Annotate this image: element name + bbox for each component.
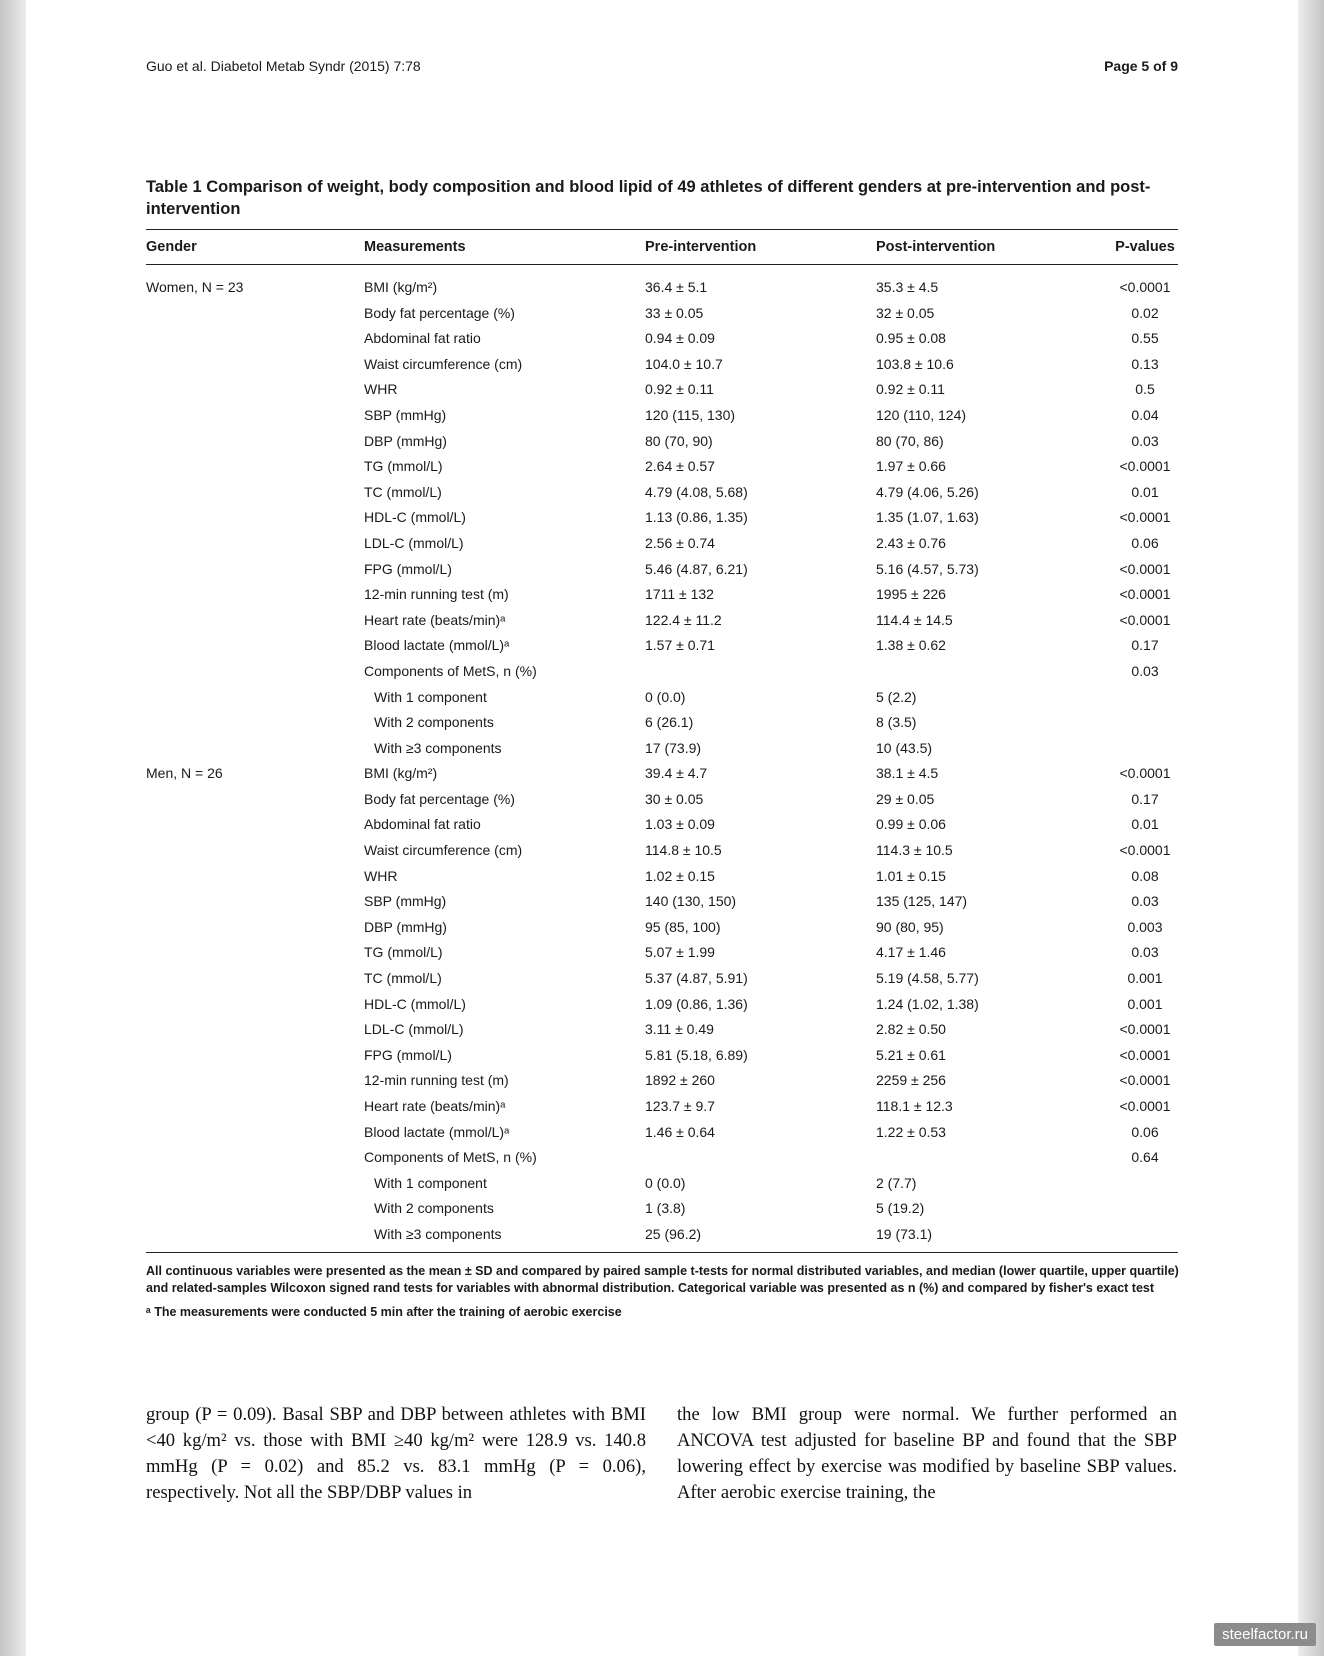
page-number: Page 5 of 9 (1104, 58, 1178, 74)
cell-measurement: WHR (364, 867, 398, 884)
table-row (146, 301, 1178, 327)
cell-measurement: Heart rate (beats/min)ᵃ (364, 611, 506, 628)
table-header-row (146, 230, 1178, 264)
cell-p-value: 0.003 (1127, 918, 1163, 935)
cell-post-intervention: 120 (110, 124) (876, 406, 967, 423)
cell-post-intervention: 2 (7.7) (876, 1174, 917, 1191)
cell-post-intervention: 0.92 ± 0.11 (876, 381, 945, 398)
cell-post-intervention: 90 (80, 95) (876, 918, 944, 935)
table-row (146, 403, 1178, 429)
cell-measurement: SBP (mmHg) (364, 406, 447, 423)
cell-pre-intervention: 1892 ± 260 (645, 1072, 715, 1089)
cell-post-intervention: 80 (70, 86) (876, 432, 944, 449)
cell-p-value: <0.0001 (1119, 458, 1171, 475)
table-body (146, 265, 1178, 1252)
cell-measurement: Abdominal fat ratio (364, 816, 481, 833)
cell-post-intervention: 2.43 ± 0.76 (876, 534, 946, 551)
cell-measurement: Abdominal fat ratio (364, 330, 481, 347)
cell-pre-intervention: 1.09 (0.86, 1.36) (645, 995, 748, 1012)
cell-pre-intervention: 33 ± 0.05 (645, 304, 704, 321)
cell-measurement: Body fat percentage (%) (364, 304, 515, 321)
table-row (146, 736, 1178, 762)
cell-p-value: <0.0001 (1119, 842, 1171, 859)
cell-measurement: With 2 components (374, 1200, 494, 1217)
cell-measurement: LDL-C (mmol/L) (364, 534, 464, 551)
table-footnotes (146, 1263, 1182, 1328)
cell-measurement: Waist circumference (cm) (364, 842, 523, 859)
cell-p-value: 0.01 (1131, 816, 1159, 833)
watermark: steelfactor.ru (1214, 1623, 1316, 1646)
cell-measurement: Blood lactate (mmol/L)ᵃ (364, 637, 510, 654)
cell-post-intervention: 8 (3.5) (876, 714, 917, 731)
table-row (146, 1094, 1178, 1120)
cell-p-value: <0.0001 (1119, 765, 1171, 782)
cell-pre-intervention: 1.03 ± 0.09 (645, 816, 715, 833)
cell-post-intervention: 5.19 (4.58, 5.77) (876, 970, 979, 987)
cell-p-value: <0.0001 (1119, 1046, 1171, 1063)
cell-pre-intervention: 114.8 ± 10.5 (645, 842, 722, 859)
cell-pre-intervention: 1.46 ± 0.64 (645, 1123, 715, 1140)
cell-measurement: With 2 components (374, 714, 494, 731)
page-frame-right (1298, 0, 1324, 1656)
table-row (146, 659, 1178, 685)
cell-pre-intervention: 123.7 ± 9.7 (645, 1098, 715, 1114)
cell-pre-intervention: 5.81 (5.18, 6.89) (645, 1046, 748, 1063)
page-frame-left (0, 0, 26, 1656)
cell-p-value: <0.0001 (1119, 1072, 1171, 1089)
cell-measurement: TC (mmol/L) (364, 970, 442, 987)
table-row (146, 710, 1178, 736)
cell-gender: Women, N = 23 (146, 279, 244, 295)
cell-measurement: TC (mmol/L) (364, 483, 442, 500)
cell-measurement: 12-min running test (m) (364, 1072, 509, 1089)
table-row (146, 685, 1178, 711)
table-row (146, 531, 1178, 557)
cell-p-value: 0.03 (1131, 944, 1159, 961)
cell-p-value: <0.0001 (1119, 560, 1171, 577)
header-p-values: P-values (1115, 239, 1175, 255)
cell-pre-intervention: 30 ± 0.05 (645, 790, 704, 807)
cell-measurement: Blood lactate (mmol/L)ᵃ (364, 1123, 510, 1140)
table-row (146, 1017, 1178, 1043)
cell-pre-intervention: 1.02 ± 0.15 (645, 867, 715, 884)
table-caption: Table 1 Comparison of weight, body composition and blood lipid of 49 athletes of different genders at pre-intervention and post-intervention (146, 178, 1151, 218)
cell-pre-intervention: 95 (85, 100) (645, 918, 721, 935)
cell-post-intervention: 1995 ± 226 (876, 586, 946, 603)
cell-post-intervention: 0.95 ± 0.08 (876, 330, 946, 347)
table-row (146, 557, 1178, 583)
table-row (146, 1196, 1178, 1222)
cell-pre-intervention: 122.4 ± 11.2 (645, 611, 722, 628)
cell-post-intervention: 114.3 ± 10.5 (876, 842, 953, 859)
cell-gender: Men, N = 26 (146, 765, 223, 782)
cell-measurement: Heart rate (beats/min)ᵃ (364, 1098, 506, 1114)
table-row (146, 1171, 1178, 1197)
table-row (146, 761, 1178, 787)
cell-measurement: With 1 component (374, 1174, 487, 1191)
table-row (146, 992, 1178, 1018)
cell-measurement: HDL-C (mmol/L) (364, 995, 466, 1012)
table-row (146, 787, 1178, 813)
cell-pre-intervention: 1 (3.8) (645, 1200, 686, 1217)
table-row (146, 582, 1178, 608)
table-row (146, 838, 1178, 864)
cell-pre-intervention: 80 (70, 90) (645, 432, 713, 449)
cell-post-intervention: 10 (43.5) (876, 739, 933, 756)
cell-p-value: 0.03 (1131, 893, 1159, 910)
table-row (146, 505, 1178, 531)
cell-measurement: Waist circumference (cm) (364, 355, 523, 372)
cell-p-value: <0.0001 (1119, 1098, 1171, 1114)
table-row (146, 1043, 1178, 1069)
cell-measurement: Components of MetS, n (%) (364, 662, 537, 679)
cell-pre-intervention: 2.64 ± 0.57 (645, 458, 715, 475)
footnote-a: ᵃ The measurements were conducted 5 min after the training of aerobic exercise (146, 1305, 622, 1319)
footnote-methods: All continuous variables were presented as the mean ± SD and compared by paired sample t-tests for normal distributed variables, and median (lower quartile, upper quartile) and related-samples Wilcoxon signed rand tests for variables with abnormal distribution. Categorical variable was presented as n (%) and compared by fisher's exact test (146, 1264, 1179, 1295)
header-pre-intervention: Pre-intervention (645, 239, 757, 255)
cell-pre-intervention: 4.79 (4.08, 5.68) (645, 483, 748, 500)
cell-pre-intervention: 3.11 ± 0.49 (645, 1021, 714, 1038)
cell-pre-intervention: 0.92 ± 0.11 (645, 381, 714, 398)
cell-post-intervention: 114.4 ± 14.5 (876, 611, 953, 628)
cell-post-intervention: 4.17 ± 1.46 (876, 944, 946, 961)
cell-post-intervention: 5.21 ± 0.61 (876, 1046, 946, 1063)
cell-p-value: 0.55 (1131, 330, 1159, 347)
cell-p-value: 0.001 (1127, 970, 1163, 987)
cell-post-intervention: 4.79 (4.06, 5.26) (876, 483, 979, 500)
cell-post-intervention: 1.01 ± 0.15 (876, 867, 946, 884)
cell-pre-intervention: 0.94 ± 0.09 (645, 330, 715, 347)
cell-measurement: FPG (mmol/L) (364, 560, 452, 577)
table-row (146, 454, 1178, 480)
cell-pre-intervention: 5.37 (4.87, 5.91) (645, 970, 748, 987)
table-bottom-rule (146, 1252, 1178, 1253)
cell-p-value: 0.03 (1131, 662, 1159, 679)
cell-measurement: BMI (kg/m²) (364, 279, 438, 295)
table-row (146, 352, 1178, 378)
cell-p-value: 0.02 (1131, 304, 1159, 321)
cell-p-value: 0.04 (1131, 406, 1159, 423)
cell-p-value: <0.0001 (1119, 509, 1171, 526)
table-row (146, 1222, 1178, 1248)
cell-post-intervention: 5 (2.2) (876, 688, 917, 705)
cell-pre-intervention: 6 (26.1) (645, 714, 694, 731)
cell-pre-intervention: 1.57 ± 0.71 (645, 637, 715, 654)
table-row (146, 275, 1178, 301)
cell-pre-intervention: 25 (96.2) (645, 1225, 702, 1242)
cell-post-intervention: 19 (73.1) (876, 1225, 933, 1242)
cell-post-intervention: 32 ± 0.05 (876, 304, 935, 321)
cell-measurement: With ≥3 components (374, 739, 502, 756)
cell-p-value: <0.0001 (1119, 1021, 1171, 1038)
cell-pre-intervention: 2.56 ± 0.74 (645, 534, 715, 551)
cell-pre-intervention: 140 (130, 150) (645, 893, 737, 910)
cell-measurement: BMI (kg/m²) (364, 765, 438, 782)
cell-pre-intervention: 104.0 ± 10.7 (645, 355, 723, 372)
table-row (146, 1120, 1178, 1146)
cell-pre-intervention: 120 (115, 130) (645, 406, 736, 423)
cell-post-intervention: 118.1 ± 12.3 (876, 1098, 953, 1114)
cell-post-intervention: 2.82 ± 0.50 (876, 1021, 946, 1038)
cell-measurement: With 1 component (374, 688, 487, 705)
running-header (146, 58, 1178, 80)
cell-post-intervention: 135 (125, 147) (876, 893, 968, 910)
cell-measurement: DBP (mmHg) (364, 432, 447, 449)
cell-p-value: 0.64 (1131, 1149, 1159, 1166)
cell-post-intervention: 1.38 ± 0.62 (876, 637, 946, 654)
table-row (146, 326, 1178, 352)
table-row (146, 915, 1178, 941)
table-row (146, 1068, 1178, 1094)
cell-p-value: 0.13 (1131, 355, 1159, 372)
cell-pre-intervention: 5.07 ± 1.99 (645, 944, 715, 961)
cell-measurement: DBP (mmHg) (364, 918, 447, 935)
cell-post-intervention: 5.16 (4.57, 5.73) (876, 560, 979, 577)
cell-p-value: 0.001 (1127, 995, 1163, 1012)
cell-post-intervention: 38.1 ± 4.5 (876, 765, 939, 782)
cell-post-intervention: 1.97 ± 0.66 (876, 458, 946, 475)
body-text-left-column: group (P = 0.09). Basal SBP and DBP between athletes with BMI <40 kg/m² vs. those with BMI ≥40 kg/m² were 128.9 vs. 140.8 mmHg (P = 0.02) and 85.2 vs. 83.1 mmHg (P = 0.06), respectively. Not all the SBP/DBP values in (146, 1404, 646, 1503)
cell-post-intervention: 1.35 (1.07, 1.63) (876, 509, 979, 526)
table-row (146, 377, 1178, 403)
cell-p-value: 0.03 (1131, 432, 1159, 449)
cell-post-intervention: 1.22 ± 0.53 (876, 1123, 946, 1140)
cell-measurement: 12-min running test (m) (364, 586, 509, 603)
cell-measurement: With ≥3 components (374, 1225, 502, 1242)
cell-measurement: TG (mmol/L) (364, 944, 443, 961)
cell-measurement: SBP (mmHg) (364, 893, 447, 910)
header-measurements: Measurements (364, 239, 466, 255)
cell-pre-intervention: 17 (73.9) (645, 739, 702, 756)
cell-measurement: WHR (364, 381, 398, 398)
cell-post-intervention: 1.24 (1.02, 1.38) (876, 995, 979, 1012)
cell-measurement: Components of MetS, n (%) (364, 1149, 537, 1166)
table-row (146, 429, 1178, 455)
cell-pre-intervention: 0 (0.0) (645, 1174, 686, 1191)
cell-post-intervention: 2259 ± 256 (876, 1072, 946, 1089)
table-row (146, 966, 1178, 992)
cell-measurement: FPG (mmol/L) (364, 1046, 452, 1063)
data-table (146, 229, 1178, 1253)
cell-measurement: TG (mmol/L) (364, 458, 443, 475)
cell-post-intervention: 35.3 ± 4.5 (876, 279, 939, 295)
cell-p-value: <0.0001 (1119, 586, 1171, 603)
cell-p-value: 0.06 (1131, 534, 1159, 551)
cell-p-value: 0.08 (1131, 867, 1159, 884)
cell-pre-intervention: 0 (0.0) (645, 688, 686, 705)
cell-post-intervention: 5 (19.2) (876, 1200, 925, 1217)
cell-measurement: LDL-C (mmol/L) (364, 1021, 464, 1038)
cell-post-intervention: 0.99 ± 0.06 (876, 816, 946, 833)
body-text-right-column: the low BMI group were normal. We further performed an ANCOVA test adjusted for baseline BP and found that the SBP lowering effect by exercise was modified by baseline SBP values. After aerobic exercise training, the (677, 1404, 1177, 1503)
cell-pre-intervention: 1.13 (0.86, 1.35) (645, 509, 748, 526)
cell-pre-intervention: 36.4 ± 5.1 (645, 279, 708, 295)
cell-pre-intervention: 1711 ± 132 (645, 586, 714, 603)
cell-p-value: 0.17 (1131, 637, 1159, 654)
cell-p-value: <0.0001 (1119, 611, 1171, 628)
cell-pre-intervention: 39.4 ± 4.7 (645, 765, 708, 782)
table-row (146, 480, 1178, 506)
journal-reference: Guo et al. Diabetol Metab Syndr (2015) 7:78 (146, 58, 421, 74)
cell-measurement: HDL-C (mmol/L) (364, 509, 466, 526)
cell-post-intervention: 103.8 ± 10.6 (876, 355, 954, 372)
cell-p-value: <0.0001 (1119, 279, 1171, 295)
table-row (146, 812, 1178, 838)
cell-p-value: 0.01 (1131, 483, 1159, 500)
table-row (146, 889, 1178, 915)
cell-post-intervention: 29 ± 0.05 (876, 790, 935, 807)
cell-measurement: Body fat percentage (%) (364, 790, 515, 807)
table-row (146, 864, 1178, 890)
cell-pre-intervention: 5.46 (4.87, 6.21) (645, 560, 748, 577)
header-gender: Gender (146, 239, 197, 255)
cell-p-value: 0.17 (1131, 790, 1159, 807)
table-row (146, 940, 1178, 966)
cell-p-value: 0.06 (1131, 1123, 1159, 1140)
header-post-intervention: Post-intervention (876, 239, 996, 255)
table-row (146, 608, 1178, 634)
cell-p-value: 0.5 (1135, 381, 1155, 398)
table-row (146, 1145, 1178, 1171)
table-row (146, 633, 1178, 659)
